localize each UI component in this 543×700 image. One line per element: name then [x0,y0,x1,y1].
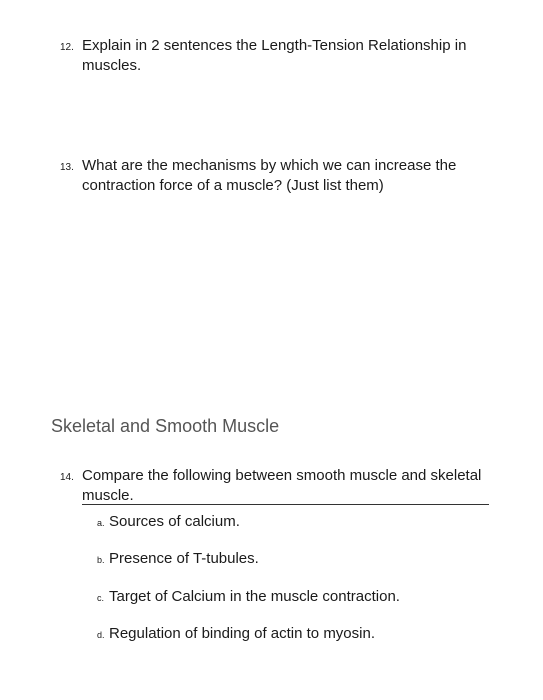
question-13 [60,156,500,196]
question-14 [60,466,500,506]
question-number: 14. [60,472,74,483]
question-12 [60,36,500,76]
question-number: 13. [60,162,74,173]
question-underline [82,504,489,505]
section-title: Skeletal and Smooth Muscle [51,416,280,436]
question-text: What are the mechanisms by which we can increase the contraction force of a muscle? (Just list them) [82,157,457,194]
subitem-text: Sources of calcium. [109,513,240,530]
question-text: Compare the following between smooth muscle and skeletal muscle. [82,467,482,504]
subitem-c [97,587,400,607]
subitem-d [97,624,375,644]
subitem-a [97,512,240,532]
subitem-text: Target of Calcium in the muscle contraction. [109,588,400,605]
subitem-letter: a. [97,518,105,528]
subitem-b [97,549,259,569]
subitem-letter: b. [97,555,105,565]
subitem-text: Regulation of binding of actin to myosin. [109,625,375,642]
subitem-text: Presence of T-tubules. [109,550,259,567]
question-text: Explain in 2 sentences the Length-Tension Relationship in muscles. [82,37,467,74]
question-number: 12. [60,42,74,53]
subitem-letter: d. [97,630,105,640]
subitem-letter: c. [97,593,105,603]
